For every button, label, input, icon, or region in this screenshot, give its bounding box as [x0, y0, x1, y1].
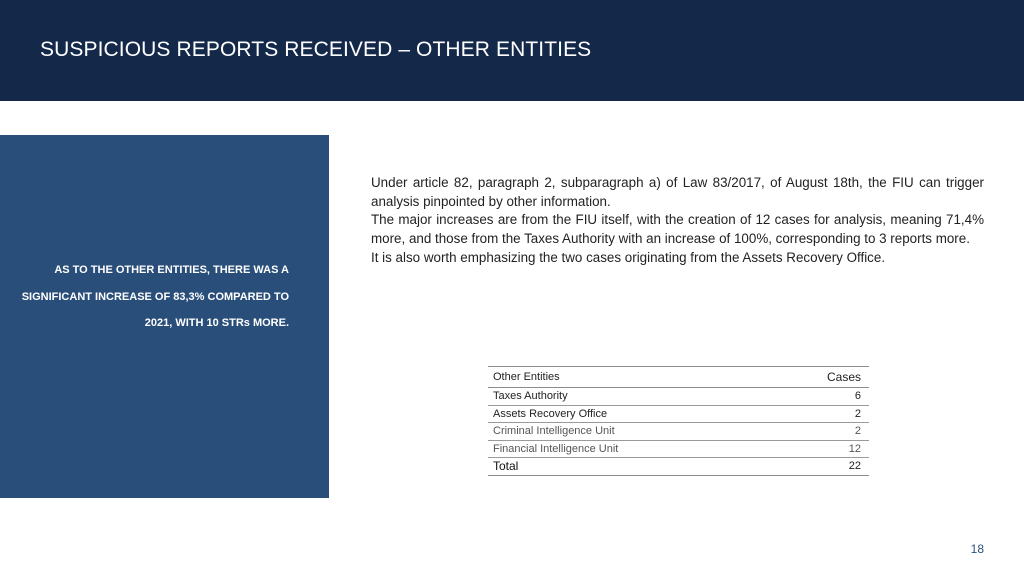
column-header-cases: Cases — [772, 367, 869, 388]
row-name: Criminal Intelligence Unit — [488, 423, 772, 441]
header-bar — [0, 0, 1024, 101]
row-name: Financial Intelligence Unit — [488, 440, 772, 458]
page-number: 18 — [970, 542, 984, 556]
paragraph-assets-recovery: It is also worth emphasizing the two cases originating from the Assets Recovery Office. — [371, 249, 886, 265]
table-row — [488, 440, 869, 458]
table-row — [488, 388, 869, 406]
row-name: Taxes Authority — [488, 388, 772, 406]
table-header-row — [488, 367, 869, 388]
table-row — [488, 423, 869, 441]
page-title: SUSPICIOUS REPORTS RECEIVED – OTHER ENTITIES — [40, 38, 592, 61]
row-value: 2 — [772, 423, 869, 441]
column-header-entities: Other Entities — [488, 367, 772, 388]
highlight-text: AS TO THE OTHER ENTITIES, THERE WAS A SIGNIFICANT INCREASE OF 83,3% COMPARED TO 2021, WITH 10 STRs MORE. — [21, 264, 289, 329]
row-name: Assets Recovery Office — [488, 405, 772, 423]
row-value: 12 — [772, 440, 869, 458]
table-row — [488, 405, 869, 423]
row-value: 6 — [772, 388, 869, 406]
table-total-row — [488, 458, 869, 476]
total-value: 22 — [772, 458, 869, 476]
body-text — [371, 174, 984, 268]
highlight-panel — [0, 135, 329, 498]
row-value: 2 — [772, 405, 869, 423]
paragraph-legal-basis: Under article 82, paragraph 2, subparagraph a) of Law 83/2017, of August 18th, the FIU can trigger analysis pinpointed by other information. — [371, 175, 984, 209]
paragraph-major-increases: The major increases are from the FIU itself, with the creation of 12 cases for analysis, meaning 71,4% more, and those from the Taxes Authority with an increase of 100%, corresponding to 3 reports more. — [371, 212, 984, 247]
cases-table — [488, 366, 869, 476]
total-label: Total — [488, 458, 772, 476]
